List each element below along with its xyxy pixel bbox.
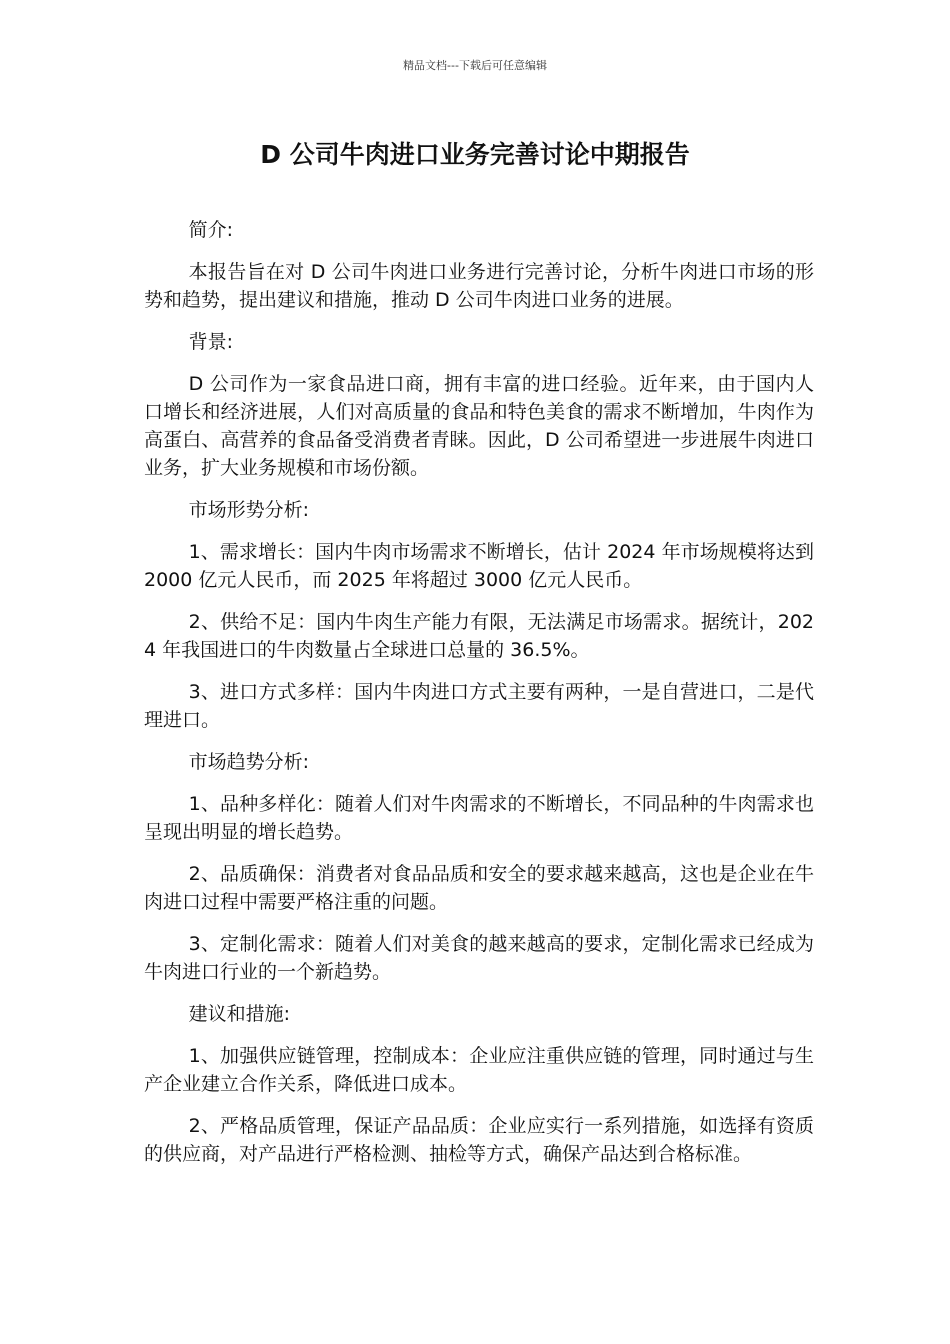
section-heading-intro: 简介: [188, 219, 234, 241]
document-title: D 公司牛肉进口业务完善讨论中期报告 [260, 140, 690, 169]
list-item-market-trend-1: 1、品种多样化：随着人们对牛肉需求的不断增长，不同品种的牛肉需求也呈现出明显的增长趋势。 [144, 793, 814, 843]
document-body [144, 216, 814, 1182]
list-item-market-trend-2: 2、品质确保：消费者对食品品质和安全的要求越来越高，这也是企业在牛肉进口过程中需要严格注重的问题。 [144, 863, 814, 913]
list-item-suggestion-2: 2、严格品质管理，保证产品品质：企业应实行一系列措施，如选择有资质的供应商，对产品进行严格检测、抽检等方式，确保产品达到合格标准。 [144, 1115, 814, 1165]
paragraph-intro: 本报告旨在对 D 公司牛肉进口业务进行完善讨论，分析牛肉进口市场的形势和趋势，提出建议和措施，推动 D 公司牛肉进口业务的进展。 [144, 261, 814, 311]
section-heading-suggestions: 建议和措施: [188, 1003, 291, 1025]
list-item-market-situation-3: 3、进口方式多样：国内牛肉进口方式主要有两种，一是自营进口，二是代理进口。 [144, 681, 814, 731]
paragraph-background: D 公司作为一家食品进口商，拥有丰富的进口经验。近年来，由于国内人口增长和经济进展，人们对高质量的食品和特色美食的需求不断增加，牛肉作为高蛋白、高营养的食品备受消费者青睐。因此，D 公司希望进一步进展牛肉进口业务，扩大业务规模和市场份额。 [144, 373, 814, 479]
list-item-market-situation-1: 1、需求增长：国内牛肉市场需求不断增长，估计 2024 年市场规模将达到 2000 亿元人民币，而 2025 年将超过 3000 亿元人民币。 [144, 541, 814, 591]
list-item-market-trend-3: 3、定制化需求：随着人们对美食的越来越高的要求，定制化需求已经成为牛肉进口行业的一个新趋势。 [144, 933, 814, 983]
section-heading-background: 背景: [188, 331, 234, 353]
list-item-suggestion-1: 1、加强供应链管理，控制成本：企业应注重供应链的管理，同时通过与生产企业建立合作关系，降低进口成本。 [144, 1045, 814, 1095]
page-header: 精品文档---下载后可任意编辑 [403, 59, 547, 72]
list-item-market-situation-2: 2、供给不足：国内牛肉生产能力有限，无法满足市场需求。据统计，2024 年我国进口的牛肉数量占全球进口总量的 36.5%。 [144, 611, 814, 661]
section-heading-market-situation: 市场形势分析: [188, 499, 310, 521]
section-heading-market-trend: 市场趋势分析: [188, 751, 310, 773]
